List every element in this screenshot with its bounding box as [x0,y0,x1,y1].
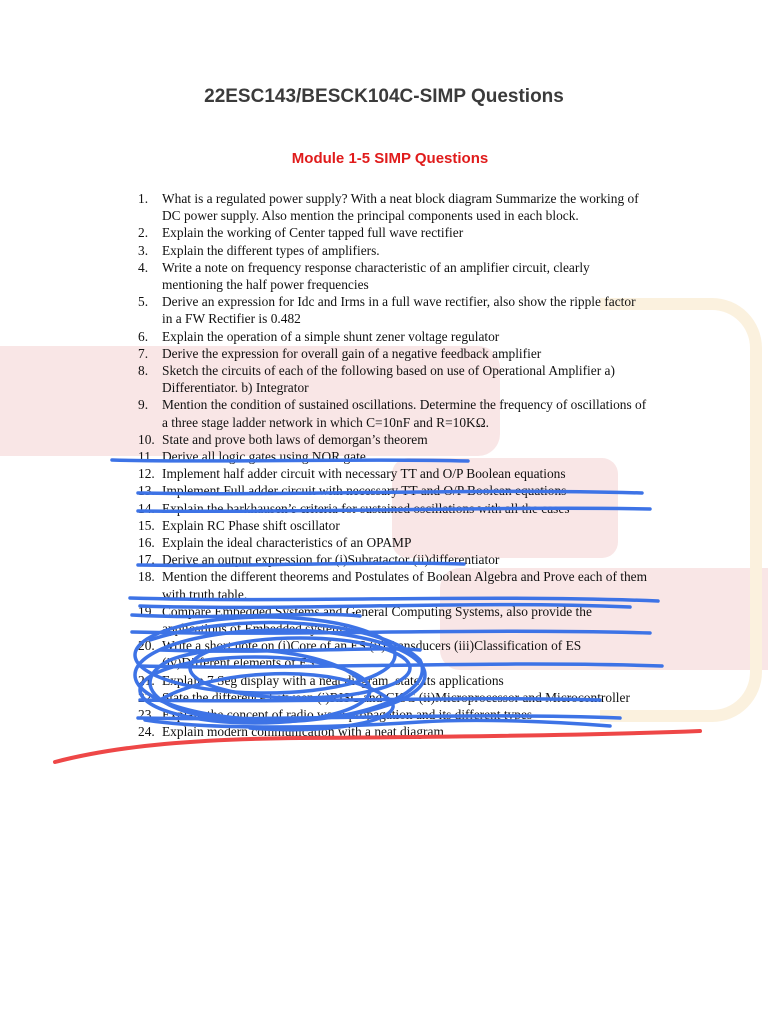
question-item [138,396,648,430]
question-number: 3. [138,242,149,258]
question-item [138,672,648,689]
question-text: Derive all logic gates using NOR gate [162,449,366,465]
question-number: 5. [138,294,149,310]
question-text: Write a short note on (i)Core of an ES (ii)Transducers (iii)Classification of ES (iv)Different elements of ES [162,638,582,671]
question-number: 13. [138,483,155,499]
question-number: 1. [138,191,149,206]
question-item [138,706,648,723]
question-number: 17. [138,552,155,568]
question-text: Explain the concept of radio wave propagation and its different types [162,707,533,723]
question-item [138,242,648,259]
question-text: Mention the condition of sustained oscillations. Determine the frequency of oscillations of a three stage ladder network in which C=10nF and R=10KΩ. [162,397,647,430]
question-item [138,431,648,448]
question-text: Explain RC Phase shift oscillator [162,517,340,533]
question-text: Derive the expression for overall gain of a negative feedback amplifier [162,345,542,361]
question-number: 24. [138,724,155,740]
section-subtitle: Module 1-5 SIMP Questions [291,150,489,167]
question-text: Explain the different types of amplifiers. [162,242,380,258]
question-number: 6. [138,328,149,344]
question-text: State the difference between (i)RISC and CISC (ii)Microprocessor and Microcontroller [162,689,630,705]
question-text: Derive an expression for Idc and Irms in a full wave rectifier, also show the ripple factor in a FW Rectifier is 0.482 [162,294,636,327]
question-item [138,190,648,224]
question-item [138,362,648,396]
question-number: 7. [138,345,149,361]
question-text: Compare Embedded Systems and General Computing Systems, also provide the applications of Embedded systems. [162,603,592,637]
question-item [138,345,648,362]
question-number: 19. [138,603,155,619]
question-text: Mention the different theorems and Postulates of Boolean Algebra and Prove each of them with truth table. [162,569,648,602]
page-title: 22ESC143/BESCK104C-SIMP Questions [204,86,564,107]
question-number: 21. [138,672,155,688]
question-number: 14. [138,500,155,516]
question-text: Derive an output expression for (i)Subratactor (ii)differentiator [162,552,500,568]
question-text: Implement Full adder circuit with necessary TT and O/P Boolean equations [162,483,567,499]
question-text: Explain modern communication with a neat diagram [162,724,444,740]
question-text: Explain the working of Center tapped full wave rectifier [162,225,464,241]
question-text: What is a regulated power supply? With a neat block diagram Summarize the working of DC power supply. Also mention the principal components used in each block. [162,191,639,224]
question-number: 20. [138,638,155,654]
question-text: Write a note on frequency response characteristic of an amplifier circuit, clearly mentioning the half power frequencies [162,259,590,293]
question-number: 10. [138,431,155,447]
question-item [138,293,648,327]
question-item [138,603,648,637]
question-item [138,482,648,499]
question-text: Implement half adder circuit with necessary TT and O/P Boolean equations [162,466,566,482]
question-item [138,534,648,551]
question-number: 8. [138,363,149,379]
question-item [138,689,648,706]
question-number: 18. [138,569,155,585]
question-text: State and prove both laws of demorgan’s theorem [162,431,428,447]
question-item [138,328,648,345]
question-item [138,500,648,517]
question-item [138,723,648,740]
question-item [138,551,648,568]
question-item [138,568,648,602]
question-item [138,465,648,482]
question-text: Explain the ideal characteristics of an OPAMP [162,535,412,551]
question-number: 16. [138,535,155,551]
question-list [138,190,648,741]
question-item [138,517,648,534]
question-number: 23. [138,707,155,723]
question-number: 9. [138,397,149,413]
question-text: Sketch the circuits of each of the following based on use of Operational Amplifier a) Differentiator. b) Integrator [162,363,615,396]
question-number: 4. [138,259,149,275]
question-number: 2. [138,225,149,241]
question-text: Explain the barkhausen’s criteria for sustained oscillations with all the cases [162,500,570,516]
question-number: 12. [138,466,155,482]
question-text: Explain 7 Seg display with a neat diagram, state its applications [162,672,504,688]
question-item [138,637,648,671]
question-item [138,259,648,293]
question-text: Explain the operation of a simple shunt zener voltage regulator [162,328,500,344]
question-item [138,224,648,241]
question-item [138,448,648,465]
question-number: 15. [138,517,155,533]
question-number: 11. [138,449,155,465]
question-number: 22. [138,689,155,705]
